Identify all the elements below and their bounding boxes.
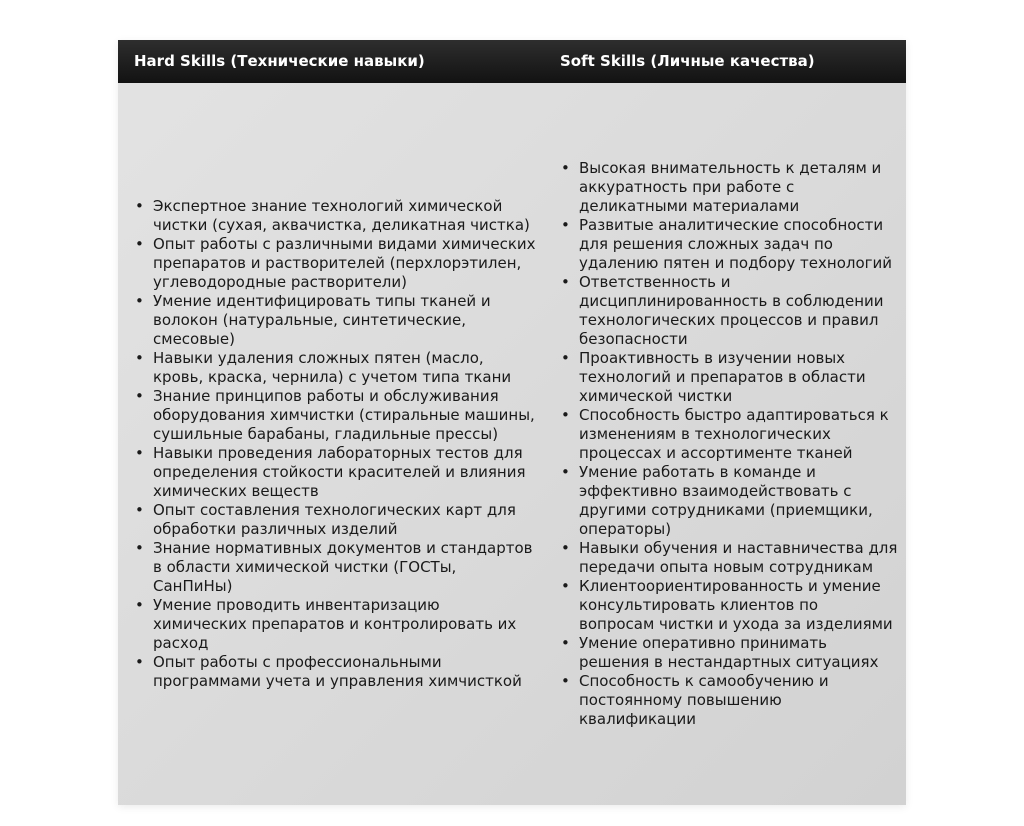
hard-skill-item: • Опыт работы с различными видами химических препаратов и растворителей (перхлорэтилен, углеводородные растворители)	[132, 235, 536, 292]
soft-skill-item: • Способность быстро адаптироваться к изменениям в технологических процессах и ассортименте тканей	[558, 406, 898, 463]
hard-skills-list	[132, 197, 536, 691]
soft-skill-item: • Способность к самообучению и постоянному повышению квалификации	[558, 672, 898, 729]
hard-skill-item: • Умение проводить инвентаризацию химических препаратов и контролировать их расход	[132, 596, 536, 653]
hard-skills-cell	[132, 83, 536, 805]
hard-skill-item: • Опыт составления технологических карт для обработки различных изделий	[132, 501, 536, 539]
table-header-row	[118, 40, 906, 83]
soft-skill-item: • Высокая внимательность к деталям и аккуратность при работе с деликатными материалами	[558, 159, 898, 216]
skills-table	[118, 40, 906, 805]
soft-skills-list	[558, 159, 898, 729]
hard-skill-item: • Навыки проведения лабораторных тестов для определения стойкости красителей и влияния химических веществ	[132, 444, 536, 501]
soft-skill-item: • Клиентоориентированность и умение консультировать клиентов по вопросам чистки и ухода за изделиями	[558, 577, 898, 634]
hard-skill-item: • Экспертное знание технологий химической чистки (сухая, аквачистка, деликатная чистка)	[132, 197, 536, 235]
soft-skill-item: • Умение работать в команде и эффективно взаимодействовать с другими сотрудниками (приемщики, операторы)	[558, 463, 898, 539]
hard-skills-header: Hard Skills (Технические навыки)	[134, 52, 425, 70]
soft-skill-item: • Ответственность и дисциплинированность в соблюдении технологических процессов и правил безопасности	[558, 273, 898, 349]
soft-skill-item: • Развитые аналитические способности для решения сложных задач по удалению пятен и подбору технологий	[558, 216, 898, 273]
hard-skill-item: • Знание нормативных документов и стандартов в области химической чистки (ГОСТы, СанПиНы)	[132, 539, 536, 596]
hard-skill-item: • Знание принципов работы и обслуживания оборудования химчистки (стиральные машины, сушильные барабаны, гладильные прессы)	[132, 387, 536, 444]
soft-skills-header: Soft Skills (Личные качества)	[560, 52, 815, 70]
soft-skill-item: • Навыки обучения и наставничества для передачи опыта новым сотрудникам	[558, 539, 898, 577]
hard-skill-item: • Навыки удаления сложных пятен (масло, кровь, краска, чернила) с учетом типа ткани	[132, 349, 536, 387]
soft-skill-item: • Проактивность в изучении новых технологий и препаратов в области химической чистки	[558, 349, 898, 406]
soft-skills-cell	[558, 83, 898, 805]
hard-skill-item: • Умение идентифицировать типы тканей и волокон (натуральные, синтетические, смесовые)	[132, 292, 536, 349]
hard-skill-item: • Опыт работы с профессиональными программами учета и управления химчисткой	[132, 653, 536, 691]
soft-skill-item: • Умение оперативно принимать решения в нестандартных ситуациях	[558, 634, 898, 672]
